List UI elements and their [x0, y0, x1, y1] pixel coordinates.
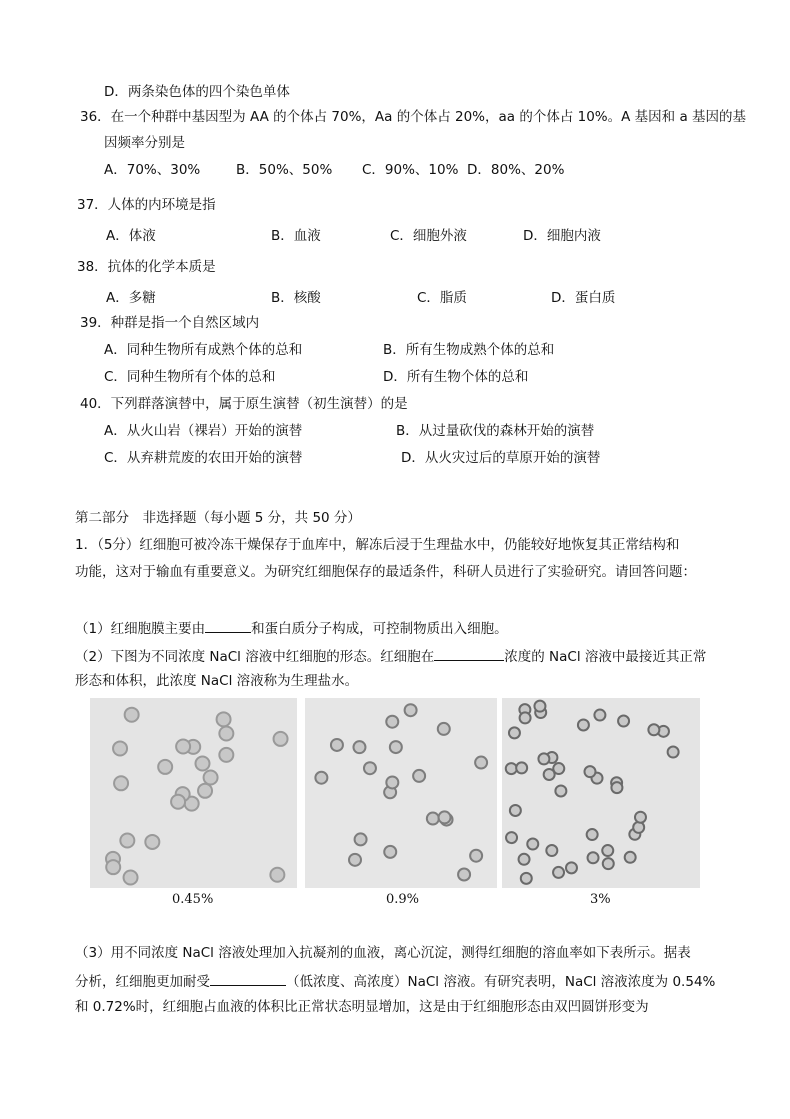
- red-blood-cell: [553, 867, 564, 878]
- red-blood-cell: [353, 741, 365, 753]
- red-blood-cell: [217, 712, 231, 726]
- red-blood-cell: [384, 846, 396, 858]
- red-blood-cell: [219, 726, 233, 740]
- q37-option-a: A．体液: [106, 228, 156, 244]
- red-blood-cell: [427, 813, 439, 825]
- red-blood-cell: [603, 858, 614, 869]
- q36-option-d: D．80%、20%: [467, 162, 565, 178]
- red-blood-cell: [506, 763, 517, 774]
- red-blood-cell: [546, 845, 557, 856]
- red-blood-cell: [204, 770, 218, 784]
- red-blood-cell: [516, 762, 527, 773]
- red-blood-cell: [125, 708, 139, 722]
- p1-stem-cont: 功能，这对于输血有重要意义。为研究红细胞保存的最适条件，科研人员进行了实验研究。请回答问题：: [75, 564, 696, 580]
- q35-option-d: D．两条染色体的四个染色单体: [104, 84, 290, 100]
- red-blood-cell: [594, 710, 605, 721]
- q38-option-d: D．蛋白质: [551, 290, 616, 306]
- red-blood-cell: [386, 716, 398, 728]
- q40-option-c: C．从弃耕荒废的农田开始的演替: [104, 450, 303, 466]
- q36-option-c: C．90%、10%: [362, 162, 459, 178]
- q36-option-a: A．70%、30%: [104, 162, 201, 178]
- red-blood-cell: [439, 811, 451, 823]
- red-blood-cell: [176, 739, 190, 753]
- sub1-text-a: （1）红细胞膜主要由: [75, 621, 206, 637]
- q36-stem-cont: 因频率分别是: [104, 135, 185, 151]
- p1-stem: 1．（5分）红细胞可被冷冻干燥保存于血库中，解冻后浸于生理盐水中，仍能较好地恢复其正常结构和: [75, 537, 680, 553]
- red-blood-cell: [509, 727, 520, 738]
- red-blood-cell: [588, 852, 599, 863]
- red-blood-cell: [611, 782, 622, 793]
- red-blood-cell: [158, 760, 172, 774]
- answer-blank-3[interactable]: [210, 971, 286, 986]
- q38-option-c: C．脂质: [417, 290, 467, 306]
- red-blood-cell: [527, 839, 538, 850]
- q38-stem: 38．抗体的化学本质是: [77, 259, 216, 275]
- q37-stem: 37．人体的内环境是指: [77, 197, 216, 213]
- red-blood-cell: [506, 832, 517, 843]
- red-blood-cell: [145, 835, 159, 849]
- red-blood-cell: [578, 719, 589, 730]
- red-blood-cell: [538, 753, 549, 764]
- q39-option-b: B．所有生物成熟个体的总和: [383, 342, 555, 358]
- q40-stem: 40．下列群落演替中，属于原生演替（初生演替）的是: [80, 396, 408, 412]
- p1-sub2-cont: 形态和体积，此浓度 NaCl 溶液称为生理盐水。: [75, 673, 359, 689]
- red-blood-cell: [625, 852, 636, 863]
- red-blood-cell: [521, 873, 532, 884]
- micrograph-09: [305, 698, 497, 888]
- q37-option-c: C．细胞外液: [390, 228, 467, 244]
- red-blood-cell: [364, 762, 376, 774]
- red-blood-cell: [219, 748, 233, 762]
- red-blood-cell: [648, 724, 659, 735]
- red-blood-cell: [668, 747, 679, 758]
- red-blood-cell: [413, 770, 425, 782]
- q39-option-a: A．同种生物所有成熟个体的总和: [104, 342, 303, 358]
- red-blood-cell: [534, 701, 545, 712]
- red-blood-cell: [274, 732, 288, 746]
- sub2-text-a: （2）下图为不同浓度 NaCl 溶液中红细胞的形态。红细胞在: [75, 649, 435, 665]
- red-blood-cell: [171, 795, 185, 809]
- red-blood-cell: [386, 776, 398, 788]
- red-blood-cell: [120, 833, 134, 847]
- red-blood-cell: [331, 739, 343, 751]
- red-blood-cell: [587, 829, 598, 840]
- red-blood-cell: [510, 805, 521, 816]
- red-blood-cell: [458, 868, 470, 880]
- red-blood-cell: [198, 784, 212, 798]
- q40-option-d: D．从火灾过后的草原开始的演替: [401, 450, 601, 466]
- red-blood-cell: [470, 850, 482, 862]
- red-blood-cell: [475, 757, 487, 769]
- red-blood-cell: [349, 854, 361, 866]
- q40-option-b: B．从过量砍伐的森林开始的演替: [396, 423, 595, 439]
- red-blood-cell: [566, 862, 577, 873]
- q37-option-d: D．细胞内液: [523, 228, 601, 244]
- red-blood-cell: [114, 776, 128, 790]
- micrograph-3: [502, 698, 700, 888]
- red-blood-cell: [555, 785, 566, 796]
- red-blood-cell: [519, 854, 530, 865]
- caption-045: 0.45%: [172, 892, 214, 907]
- q39-option-c: C．同种生物所有个体的总和: [104, 369, 276, 385]
- p1-sub3: （3）用不同浓度 NaCl 溶液处理加入抗凝剂的血液，离心沉淀，测得红细胞的溶血率如下表所示。据表: [75, 945, 691, 961]
- red-blood-cell: [405, 704, 417, 716]
- red-blood-cell: [618, 716, 629, 727]
- p1-sub3-cont: [75, 971, 715, 991]
- sub3-text-b: 分析，红细胞更加耐受: [75, 974, 210, 990]
- caption-09: 0.9%: [386, 892, 420, 907]
- red-blood-cell: [106, 860, 120, 874]
- red-blood-cell: [390, 741, 402, 753]
- red-blood-cell: [315, 772, 327, 784]
- red-blood-cell: [195, 756, 209, 770]
- sub1-text-b: 和蛋白质分子构成，可控制物质出入细胞。: [251, 621, 508, 637]
- red-blood-cell: [355, 833, 367, 845]
- red-blood-cell: [438, 723, 450, 735]
- red-blood-cell: [270, 868, 284, 882]
- q38-option-a: A．多糖: [106, 290, 156, 306]
- red-blood-cell: [602, 845, 613, 856]
- part2-heading: 第二部分 非选择题（每小题 5 分，共 50 分）: [75, 510, 361, 526]
- caption-3: 3%: [590, 892, 611, 907]
- red-blood-cell: [633, 822, 644, 833]
- red-blood-cell: [124, 870, 138, 884]
- red-blood-cell: [635, 812, 646, 823]
- sub2-text-b: 浓度的 NaCl 溶液中最接近其正常: [504, 649, 707, 665]
- q39-option-d: D．所有生物个体的总和: [383, 369, 529, 385]
- sub3-text-c: （低浓度、高浓度）NaCl 溶液。有研究表明，NaCl 溶液浓度为 0.54%: [286, 974, 716, 990]
- q36-option-b: B．50%、50%: [236, 162, 333, 178]
- q37-option-b: B．血液: [271, 228, 321, 244]
- q36-stem: 36．在一个种群中基因型为 AA 的个体占 70%，Aa 的个体占 20%，aa 的个体占 10%。A 基因和 a 基因的基: [80, 109, 747, 125]
- red-blood-cell: [113, 741, 127, 755]
- p1-sub3-cont2: 和 0.72%时，红细胞占血液的体积比正常状态明显增加，这是由于红细胞形态由双凹圆饼形变为: [75, 999, 649, 1015]
- micrograph-045: [90, 698, 297, 888]
- red-blood-cell: [553, 763, 564, 774]
- q39-stem: 39．种群是指一个自然区域内: [80, 315, 260, 331]
- q40-option-a: A．从火山岩（裸岩）开始的演替: [104, 423, 303, 439]
- red-blood-cell: [520, 712, 531, 723]
- red-blood-cell: [584, 766, 595, 777]
- q38-option-b: B．核酸: [271, 290, 321, 306]
